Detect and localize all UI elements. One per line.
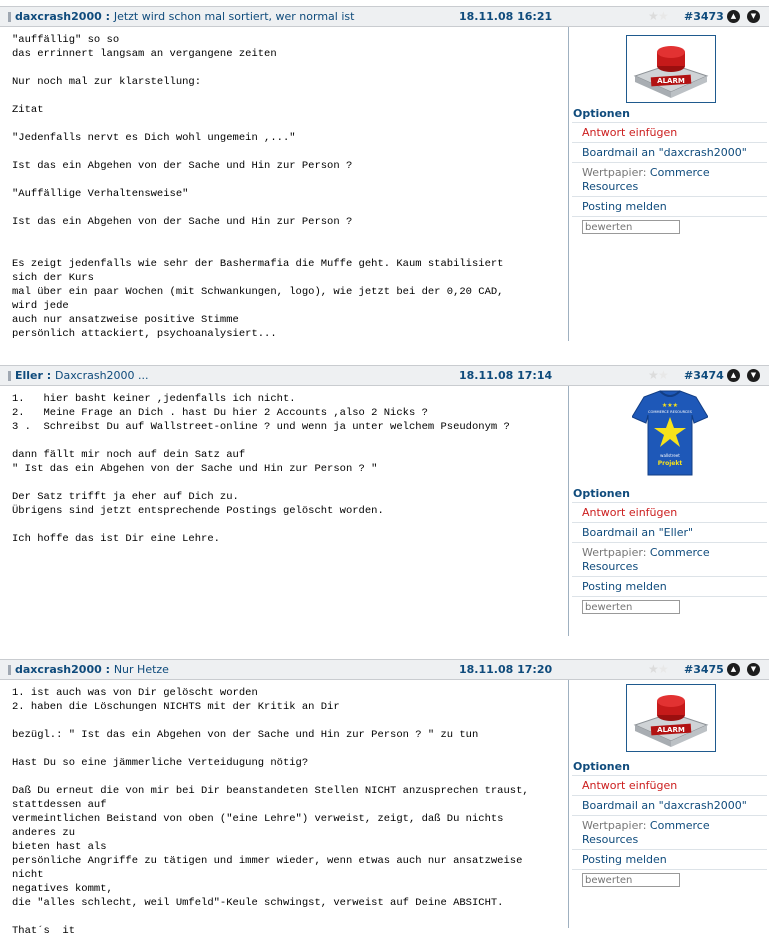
post-number-link[interactable]: #3475 — [684, 663, 724, 676]
tshirt-brand: wallstreet — [660, 453, 680, 458]
arrow-up-icon[interactable]: ▲ — [727, 369, 740, 382]
security-label: Wertpapier: — [582, 546, 647, 559]
author-name[interactable]: daxcrash2000 — [15, 663, 102, 676]
post-title[interactable]: Nur Hetze — [113, 663, 169, 676]
post-text: 1. ist auch was von Dir gelöscht worden 2. haben die Löschungen NICHTS mit der Kritik an Dir bezügl.: " Ist das ein Abgehen von der Sache und Hin zur Person ? " zu tun Hast Du so eine jämmerliche Verteidugung nötig? Daß Du erneut die von mir bei Dir beanstandeten Stellen NICHT anzusprechen traust, stattdessen auf vermeintlichen Beistand von oben ("eine Lehre") verweist, zeigt, daß Du nichts anderes zu bieten hast als persönliche Angriffe zu tätigen und immer wieder, wenn etwas auch nur ansatzweise nicht negatives kommt, die "alles schlecht, weil Umfeld"-Keule schwingst, verweist auf Deine ABSICHT. That´s it — [12, 687, 529, 937]
avatar-label: Projekt — [657, 460, 683, 467]
boardmail-link[interactable]: Boardmail an "daxcrash2000" — [572, 795, 767, 813]
alarm-button-icon — [627, 685, 715, 751]
security-label: Wertpapier: — [582, 166, 647, 179]
column-divider — [568, 680, 569, 928]
post-date: 18.11.08 17:14 — [459, 369, 553, 382]
avatar-label: ALARM — [657, 726, 685, 734]
security-link[interactable]: Commerce Resources — [582, 546, 710, 573]
options-title: Optionen — [573, 487, 630, 500]
star-icon[interactable]: ★ — [648, 368, 659, 382]
post-number-link[interactable]: #3473 — [684, 10, 724, 23]
boardmail-link[interactable]: Boardmail an "daxcrash2000" — [572, 142, 767, 160]
avatar-label: ALARM — [657, 77, 685, 85]
rating-input[interactable] — [582, 873, 680, 887]
post-author-link[interactable]: daxcrash2000 : Jetzt wird schon mal sortiert, wer normal ist — [15, 10, 355, 23]
post-header — [0, 659, 769, 680]
post-text: "auffällig" so so das errinnert langsam an vergangene zeiten Nur noch mal zur klarstellung: Zitat "Jedenfalls nervt es Dich wohl ungemein ,..." Ist das ein Abgehen von der Sache und Hin zur Person ? "Auffällige Verhaltensweise" Ist das ein Abgehen von der Sache und Hin zur Person ? Es zeigt jedenfalls wie sehr der Bashermafia die Muffe geht. Kaum stabilisiert sich der Kurs mal über ein paar Wochen (mit Schwankungen, logo), wie jetzt bei der 0,20 CAD, wird jede auch nur ansatzweise positive Stimme persönlich attackiert, psychoanalysiert... — [12, 34, 504, 340]
star-icon[interactable]: ★ — [658, 662, 669, 676]
svg-text:★★★: ★★★ — [661, 402, 679, 409]
star-icon[interactable]: ★ — [648, 662, 659, 676]
arrow-up-icon[interactable]: ▲ — [727, 663, 740, 676]
post-date: 18.11.08 17:20 — [459, 663, 553, 676]
star-icon[interactable]: ★ — [658, 368, 669, 382]
security-label: Wertpapier: — [582, 819, 647, 832]
tshirt-text: COMMERCE RESOURCES — [648, 410, 692, 414]
security-link[interactable]: Commerce Resources — [582, 166, 710, 193]
post-number-link[interactable]: #3474 — [684, 369, 724, 382]
star-icon[interactable]: ★ — [658, 9, 669, 23]
options-title: Optionen — [573, 107, 630, 120]
security-info — [572, 815, 767, 847]
arrow-down-icon[interactable]: ▼ — [747, 663, 760, 676]
reply-link[interactable]: Antwort einfügen — [572, 502, 767, 520]
header-marker — [8, 665, 11, 675]
report-link[interactable]: Posting melden — [572, 576, 767, 594]
post-text: 1. hier basht keiner ,jedenfalls ich nicht. 2. Meine Frage an Dich . hast Du hier 2 Accounts ,also 2 Nicks ? 3 . Schreibst Du auf Wallstreet-online ? und wenn ja unter welchem Pseudonym ? dann fällt mir noch auf dein Satz auf " Ist das ein Abgehen von der Sache und Hin zur Person ? " Der Satz trifft ja eher auf Dich zu. Übrigens sind jetzt entsprechende Postings gelöscht worden. Ich hoffe das ist Dir eine Lehre. — [12, 393, 510, 545]
post-author-link[interactable]: Eller : Daxcrash2000 ... — [15, 369, 149, 382]
reply-link[interactable]: Antwort einfügen — [572, 122, 767, 140]
post-date: 18.11.08 16:21 — [459, 10, 553, 23]
author-name[interactable]: daxcrash2000 — [15, 10, 102, 23]
report-link[interactable]: Posting melden — [572, 196, 767, 214]
boardmail-link[interactable]: Boardmail an "Eller" — [572, 522, 767, 540]
reply-link[interactable]: Antwort einfügen — [572, 775, 767, 793]
security-link[interactable]: Commerce Resources — [582, 819, 710, 846]
author-name[interactable]: Eller — [15, 369, 43, 382]
options-title: Optionen — [573, 760, 630, 773]
avatar — [626, 684, 716, 752]
arrow-down-icon[interactable]: ▼ — [747, 10, 760, 23]
rating-row — [572, 869, 767, 891]
report-link[interactable]: Posting melden — [572, 849, 767, 867]
star-icon[interactable]: ★ — [648, 9, 659, 23]
post-title[interactable]: Jetzt wird schon mal sortiert, wer normal ist — [113, 10, 355, 23]
arrow-down-icon[interactable]: ▼ — [747, 369, 760, 382]
arrow-up-icon[interactable]: ▲ — [727, 10, 740, 23]
post-author-link[interactable]: daxcrash2000 : Nur Hetze — [15, 663, 169, 676]
post-title[interactable]: Daxcrash2000 ... — [55, 369, 149, 382]
